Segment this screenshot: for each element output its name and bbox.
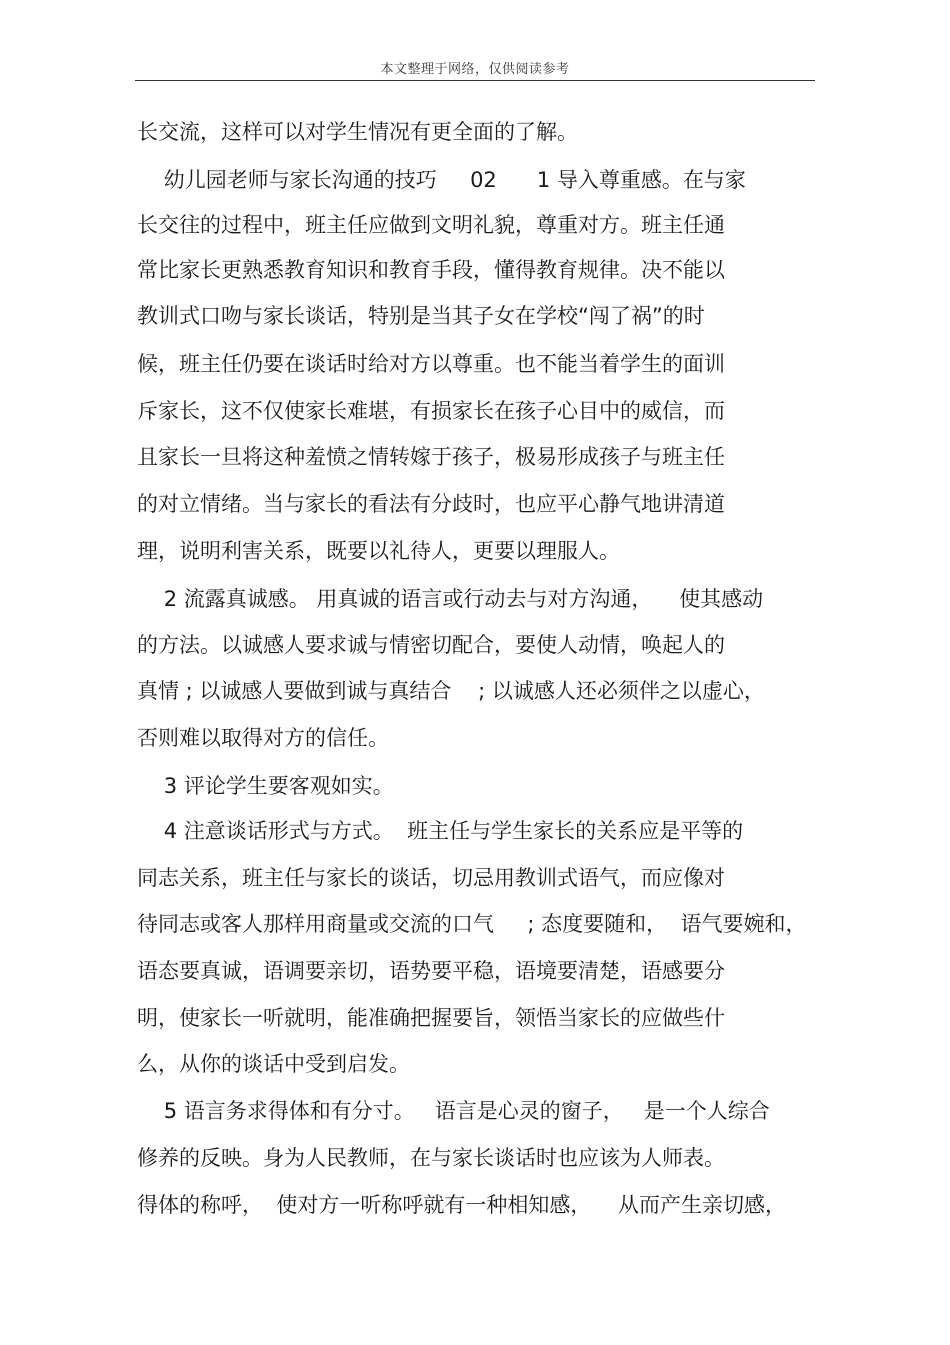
text-line: 3 评论学生要客观如实。 [137, 774, 394, 798]
text-line: 待同志或客人那样用商量或交流的口气 ; 态度要随和， 语气要婉和， [137, 912, 807, 936]
text-line: 长交往的过程中，班主任应做到文明礼貌，尊重对方。班主任通 [137, 213, 725, 237]
page-header: 本文整理于网络，仅供阅读参考 [380, 62, 570, 77]
text-line: 教训式口吻与家长谈话，特别是当其子女在学校“闯了祸”的时 [137, 304, 705, 328]
text-line: 语态要真诚，语调要亲切，语势要平稳，语境要清楚，语感要分 [137, 959, 725, 983]
text-line: 候，班主任仍要在谈话时给对方以尊重。也不能当着学生的面训 [137, 352, 725, 376]
text-line: 长交流，这样可以对学生情况有更全面的了解。 [137, 120, 578, 144]
text-line: 修养的反映。身为人民教师，在与家长谈话时也应该为人师表。 [137, 1146, 725, 1170]
text-line: 的对立情绪。当与家长的看法有分歧时，也应平心静气地讲清道 [137, 492, 725, 516]
text-line: 4 注意谈话形式与方式。 班主任与学生家长的关系应是平等的 [137, 819, 744, 843]
text-line: 的方法。以诚感人要求诚与情密切配合，要使人动情，唤起人的 [137, 633, 725, 657]
text-line: 幼儿园老师与家长沟通的技巧 02 1 导入尊重感。在与家 [137, 168, 746, 192]
text-line: 且家长一旦将这种羞愤之情转嫁于孩子，极易形成孩子与班主任 [137, 445, 725, 469]
text-line: 2 流露真诚感。 用真诚的语言或行动去与对方沟通， 使其感动 [137, 587, 764, 611]
text-line: 斥家长，这不仅使家长难堪，有损家长在孩子心目中的威信，而 [137, 399, 725, 423]
text-line: 理，说明利害关系，既要以礼待人，更要以理服人。 [137, 539, 620, 563]
text-line: 明，使家长一听就明，能准确把握要旨，领悟当家长的应做些什 [137, 1006, 725, 1030]
text-line: 同志关系，班主任与家长的谈话，切忌用教训式语气，而应像对 [137, 866, 725, 890]
text-line: 5 语言务求得体和有分寸。 语言是心灵的窗子， 是一个人综合 [137, 1099, 770, 1123]
text-line: 常比家长更熟悉教育知识和教育手段，懂得教育规律。决不能以 [137, 258, 725, 282]
header-rule [135, 80, 815, 81]
text-line: 么，从你的谈话中受到启发。 [137, 1052, 410, 1076]
text-line: 否则难以取得对方的信任。 [137, 726, 389, 750]
text-line: 得体的称呼， 使对方一听称呼就有一种相知感， 从而产生亲切感， [137, 1193, 787, 1217]
text-line: 真情 ; 以诚感人要做到诚与真结合 ; 以诚感人还必须伴之以虚心， [137, 679, 765, 703]
